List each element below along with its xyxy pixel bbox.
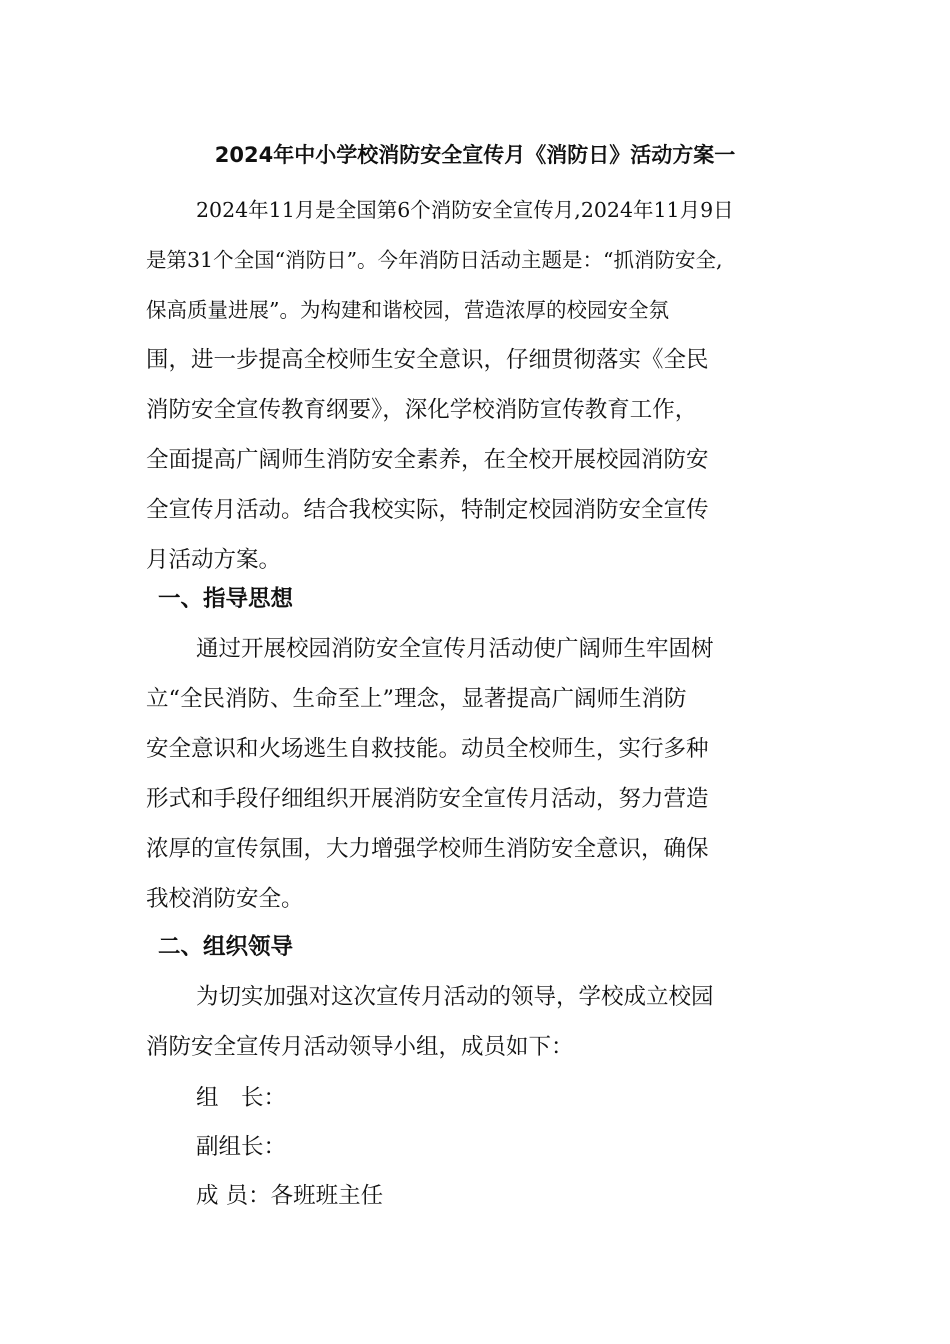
section-heading-guiding-thought: 一、指导思想: [158, 586, 294, 612]
paragraph-line: 全面提高广阔师生消防安全素养，在全校开展校园消防安: [146, 447, 709, 473]
paragraph-line: 立“全民消防、生命至上”理念，显著提高广阔师生消防: [146, 686, 687, 712]
paragraph-line: 是第31个全国“消防日”。今年消防日活动主题是：“抓消防安全,: [146, 248, 723, 272]
paragraph-line: 通过开展校园消防安全宣传月活动使广阔师生牢固树: [196, 636, 714, 662]
member-members: 成 员：各班班主任: [196, 1183, 384, 1209]
paragraph-line: 安全意识和火场逃生自救技能。动员全校师生，实行多种: [146, 736, 709, 762]
intro-paragraph: [146, 185, 806, 585]
paragraph-line: 我校消防安全。: [146, 886, 304, 912]
member-deputy-leader: 副组长：: [196, 1134, 287, 1160]
paragraph-line: 月活动方案。: [146, 547, 282, 573]
document-title: 2024年中小学校消防安全宣传月《消防日》活动方案一: [214, 143, 736, 167]
paragraph-line: 消防安全宣传月活动领导小组，成员如下：: [146, 1034, 574, 1060]
organization-paragraph: [146, 972, 806, 1072]
paragraph-line: 2024年11月是全国第6个消防安全宣传月,2024年11月9日: [196, 198, 734, 222]
member-leader: 组 长：: [196, 1085, 287, 1111]
paragraph-line: 全宣传月活动。结合我校实际，特制定校园消防安全宣传: [146, 497, 709, 523]
paragraph-line: 为切实加强对这次宣传月活动的领导，学校成立校园: [196, 984, 714, 1010]
paragraph-line: 消防安全宣传教育纲要》，深化学校消防宣传教育工作，: [146, 397, 698, 423]
paragraph-line: 浓厚的宣传氛围，大力增强学校师生消防安全意识，确保: [146, 836, 709, 862]
paragraph-line: 形式和手段仔细组织开展消防安全宣传月活动，努力营造: [146, 786, 709, 812]
guiding-thought-paragraph: [146, 624, 806, 924]
paragraph-line: 围，进一步提高全校师生安全意识，仔细贯彻落实《全民: [146, 347, 709, 373]
paragraph-line: 保高质量进展”。为构建和谐校园，营造浓厚的校园安全氛: [146, 298, 669, 322]
section-heading-organization: 二、组织领导: [158, 934, 294, 960]
